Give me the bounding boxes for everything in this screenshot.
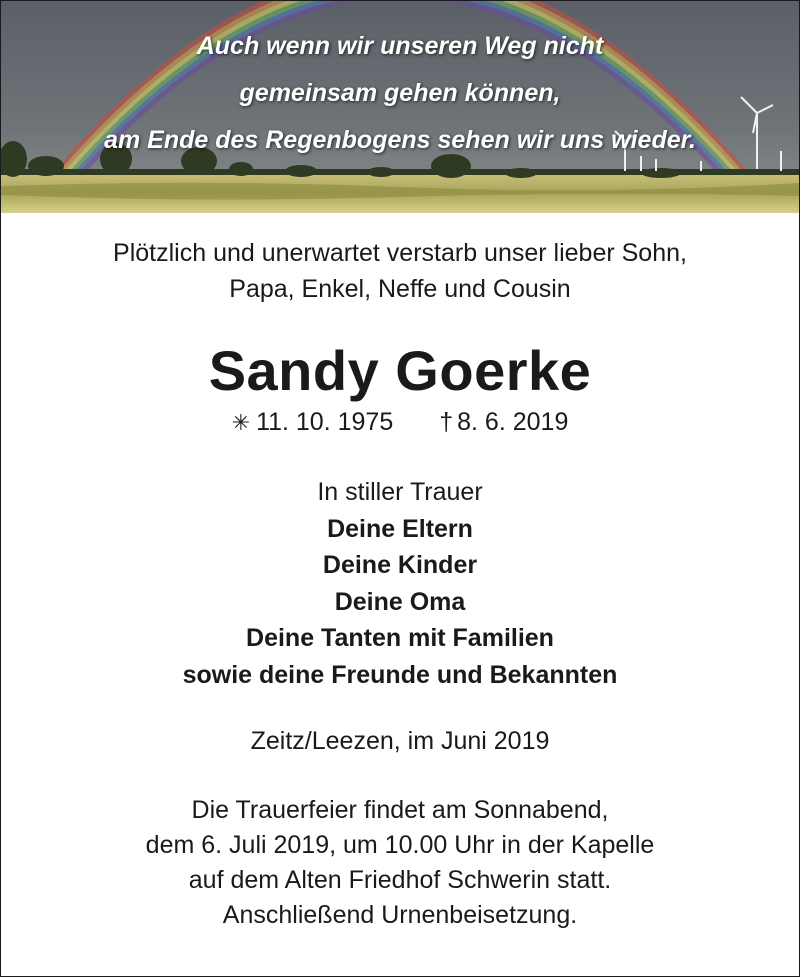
service-line: Die Trauerfeier findet am Sonnabend, [191,796,609,824]
rainbow-banner-image [1,1,799,213]
birth-star-icon: ✳ [231,410,251,435]
life-dates [1,407,799,438]
quote-line: Auch wenn wir unseren Weg nicht [196,32,604,60]
notice-body [1,235,799,933]
mourning-intro: In stiller Trauer [317,478,483,506]
service-line: auf dem Alten Friedhof Schwerin statt. [188,866,612,894]
death-cross-icon: † [439,408,454,436]
mourners-section [1,474,799,693]
birth-date: 11. 10. 1975 [256,408,394,436]
place-and-date: Zeitz/Leezen, im Juni 2019 [250,727,550,755]
mourner-line: Deine Oma [334,587,466,616]
mourner-line: sowie deine Freunde und Bekannten [182,660,618,689]
deceased-name: Sandy Goerke [208,339,592,402]
banner-quote [1,23,799,164]
quote-line: am Ende des Regenbogens sehen wir uns wieder. [104,126,696,154]
death-date: 8. 6. 2019 [457,408,569,436]
mourner-line: Deine Kinder [322,551,478,579]
intro-line: Papa, Enkel, Neffe und Cousin [229,275,571,303]
service-line: Anschließend Urnenbeisetzung. [222,901,578,929]
mourner-line: Deine Eltern [327,514,473,543]
service-line: dem 6. Juli 2019, um 10.00 Uhr in der Kapelle [145,831,655,859]
quote-line: gemeinsam gehen können, [239,79,561,107]
mourner-line: Deine Tanten mit Familien [246,624,554,652]
funeral-service-info [1,793,799,933]
intro-line: Plötzlich und unerwartet verstarb unser lieber Sohn, [113,239,687,267]
